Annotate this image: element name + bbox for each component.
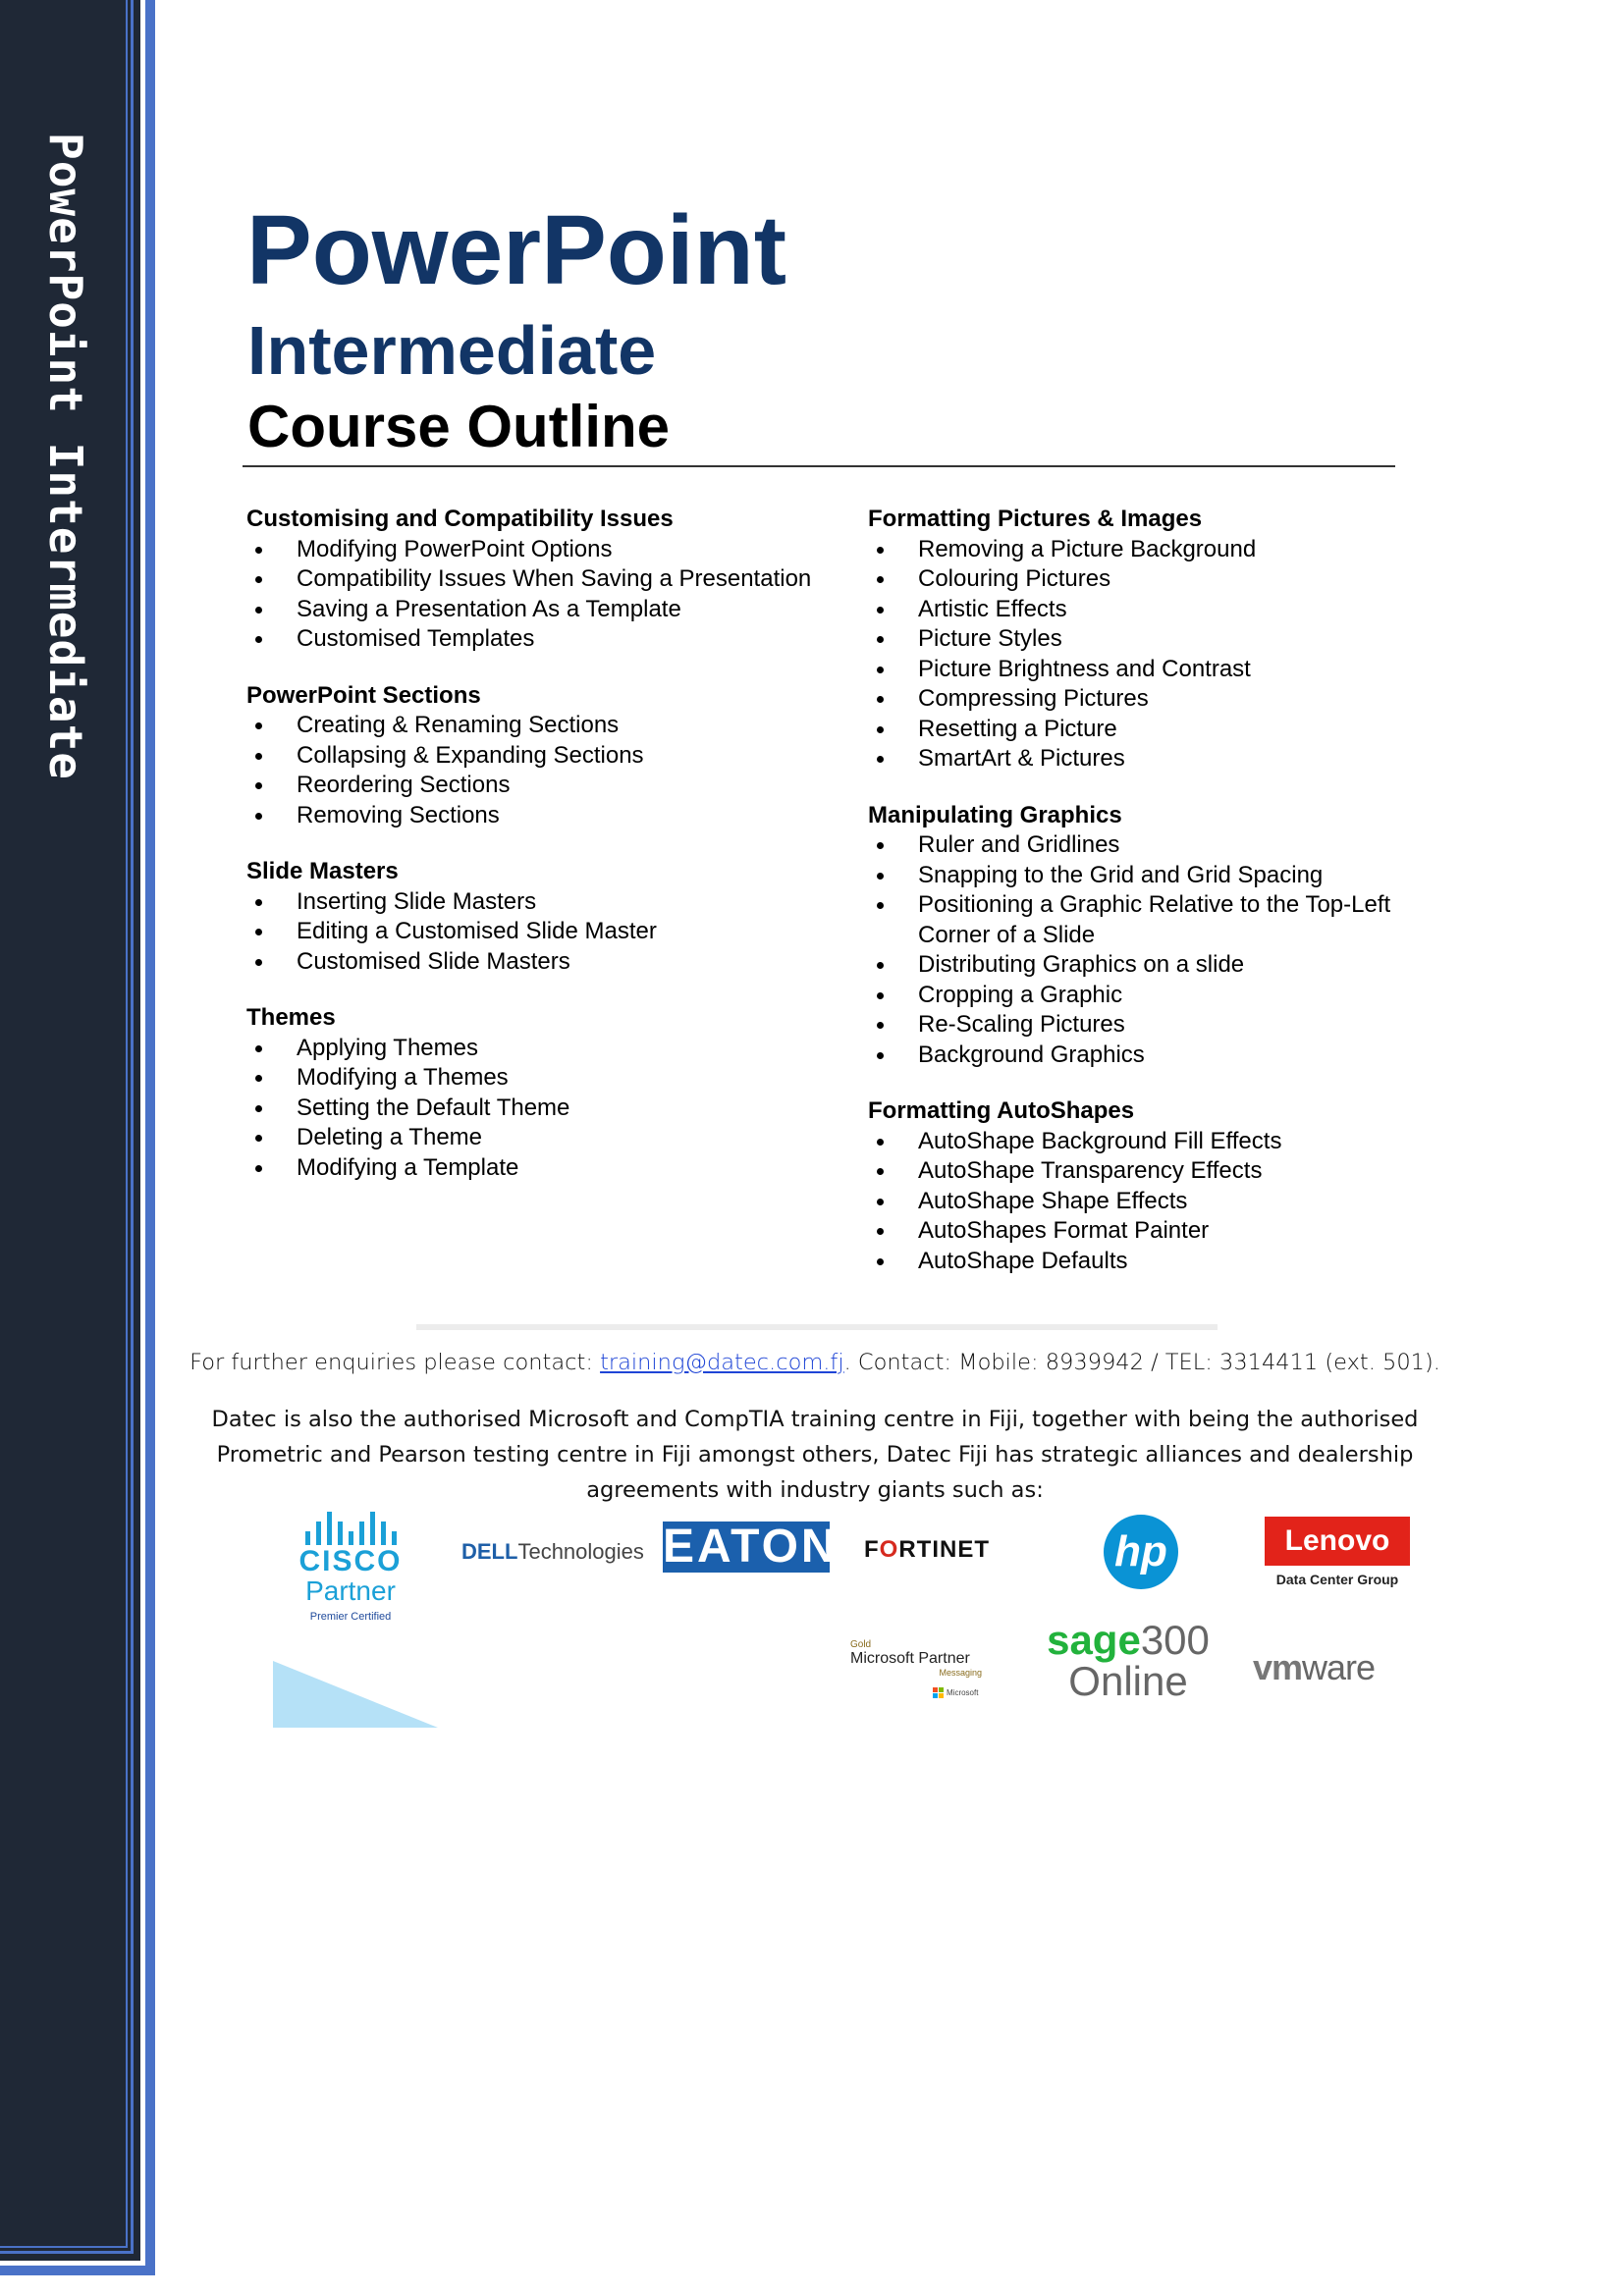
topic-item: Setting the Default Theme <box>246 1094 826 1124</box>
topic-item: Picture Brightness and Contrast <box>868 655 1398 685</box>
topic-item: AutoShape Defaults <box>868 1247 1398 1277</box>
microsoft-partner-name: Microsoft Partner <box>850 1650 970 1667</box>
section-title: PowerPoint Sections <box>246 681 481 709</box>
section-title: Customising and Compatibility Issues <box>246 506 674 532</box>
topic-item: AutoShape Shape Effects <box>868 1187 1398 1217</box>
topic-item: Picture Styles <box>868 624 1398 655</box>
microsoft-competency: Messaging <box>939 1668 982 1678</box>
lenovo-name: Lenovo <box>1265 1517 1410 1566</box>
dell-brand: DELL <box>461 1539 518 1564</box>
section-topic-list <box>246 711 826 830</box>
topic-item: Compressing Pictures <box>868 684 1398 715</box>
section-title: Manipulating Graphics <box>868 801 1122 828</box>
dell-technologies-logo <box>461 1539 644 1565</box>
topic-item: SmartArt & Pictures <box>868 744 1398 774</box>
cisco-bars-icon <box>287 1512 414 1545</box>
course-section <box>246 857 826 977</box>
topic-item: Modifying a Themes <box>246 1063 826 1094</box>
sage-300-online-logo <box>1045 1617 1212 1704</box>
topic-item: AutoShape Transparency Effects <box>868 1156 1398 1187</box>
course-section <box>868 505 1398 774</box>
sage-brand: sage <box>1047 1617 1141 1663</box>
dell-suffix: Technologies <box>517 1539 644 1564</box>
topic-item: Reordering Sections <box>246 771 826 801</box>
topic-item: Inserting Slide Masters <box>246 887 826 918</box>
topic-item: Ruler and Gridlines <box>868 830 1398 861</box>
course-section <box>868 1096 1398 1276</box>
section-topic-list <box>868 830 1398 1070</box>
topic-item: Editing a Customised Slide Master <box>246 917 826 947</box>
topic-item: Artistic Effects <box>868 595 1398 625</box>
page-subtitle: Intermediate <box>247 312 657 389</box>
lenovo-group: Data Center Group <box>1275 1572 1399 1587</box>
cisco-partner-logo <box>287 1512 414 1623</box>
topic-item: Deleting a Theme <box>246 1123 826 1153</box>
fortinet-rest: RTINET <box>898 1536 991 1563</box>
partners-paragraph: Datec is also the authorised Microsoft and CompTIA training centre in Fiji, together with being the authorised Prometric and Pearson testing centre in Fiji amongst others, Datec Fiji has strategic alliances and dealership agreements with industry giants such as: <box>211 1407 1419 1503</box>
footer-separator <box>416 1324 1218 1330</box>
microsoft-partner-logo <box>850 1639 988 1698</box>
microsoft-tier: Gold <box>850 1639 872 1650</box>
section-topic-list <box>246 535 826 655</box>
topic-item: Re-Scaling Pictures <box>868 1010 1398 1041</box>
section-topic-list <box>868 535 1398 774</box>
eaton-logo: EATON <box>663 1521 839 1573</box>
topic-item: Resetting a Picture <box>868 715 1398 745</box>
topic-item: Creating & Renaming Sections <box>246 711 826 741</box>
sidebar <box>0 0 155 2275</box>
microsoft-windows-icon <box>933 1687 944 1698</box>
topic-item: Applying Themes <box>246 1034 826 1064</box>
topic-item: Distributing Graphics on a slide <box>868 950 1398 981</box>
contact-suffix: . Contact: Mobile: 8939942 / TEL: 3314411 (ext. 501). <box>843 1350 1440 1375</box>
hp-logo: hp <box>1104 1515 1178 1589</box>
vmware-logo <box>1253 1647 1375 1688</box>
topic-item: Customised Slide Masters <box>246 947 826 978</box>
contact-prefix: For further enquiries please contact: <box>189 1350 601 1375</box>
topic-item: Colouring Pictures <box>868 564 1398 595</box>
section-title: Formatting AutoShapes <box>868 1097 1135 1124</box>
microsoft-footer <box>933 1687 988 1698</box>
topic-item: Compatibility Issues When Saving a Presentation <box>246 564 826 595</box>
left-column <box>246 505 826 1209</box>
section-topic-list <box>246 1034 826 1184</box>
cisco-tier: Premier Certified <box>309 1611 392 1623</box>
topic-item: Customised Templates <box>246 624 826 655</box>
fortinet-f: F <box>864 1536 880 1563</box>
topic-item: Modifying a Template <box>246 1153 826 1184</box>
course-section <box>246 505 826 655</box>
contact-line <box>177 1350 1453 1375</box>
page-title: PowerPoint <box>246 195 787 305</box>
lenovo-logo <box>1265 1517 1410 1587</box>
topic-item: Cropping a Graphic <box>868 981 1398 1011</box>
topic-item: Saving a Presentation As a Template <box>246 595 826 625</box>
contact-email-link[interactable]: training@datec.com.fj <box>600 1350 844 1375</box>
course-section <box>868 801 1398 1071</box>
sage-number: 300 <box>1140 1617 1210 1663</box>
topic-item: Background Graphics <box>868 1041 1398 1071</box>
course-section <box>246 681 826 831</box>
fortinet-logo <box>864 1536 990 1564</box>
heading-divider <box>243 465 1395 467</box>
section-title: Formatting Pictures & Images <box>868 506 1203 532</box>
fortinet-o: O <box>879 1536 899 1563</box>
topic-item: Modifying PowerPoint Options <box>246 535 826 565</box>
sidebar-vertical-title: PowerPoint Intermediate <box>39 133 92 780</box>
topic-item: Positioning a Graphic Relative to the Top-Left Corner of a Slide <box>868 890 1398 950</box>
section-title: Slide Masters <box>246 858 399 884</box>
section-topic-list <box>246 887 826 978</box>
topic-item: AutoShapes Format Painter <box>868 1216 1398 1247</box>
topic-item: Snapping to the Grid and Grid Spacing <box>868 861 1398 891</box>
cisco-partner-label: Partner <box>305 1575 396 1606</box>
section-title: Themes <box>246 1004 336 1031</box>
cisco-name: CISCO <box>298 1545 403 1577</box>
microsoft-footer-text: Microsoft <box>947 1688 979 1697</box>
course-section <box>246 1003 826 1183</box>
vmware-ware: ware <box>1302 1647 1376 1687</box>
topic-item: Collapsing & Expanding Sections <box>246 741 826 772</box>
topic-item: AutoShape Background Fill Effects <box>868 1127 1398 1157</box>
sage-online: Online <box>1068 1658 1188 1704</box>
vmware-vm: vm <box>1253 1647 1303 1687</box>
topic-item: Removing Sections <box>246 801 826 831</box>
topic-item: Removing a Picture Background <box>868 535 1398 565</box>
course-outline-heading: Course Outline <box>247 394 671 459</box>
section-topic-list <box>868 1127 1398 1277</box>
triangle-graphic <box>273 1661 438 1728</box>
right-column <box>868 505 1398 1303</box>
